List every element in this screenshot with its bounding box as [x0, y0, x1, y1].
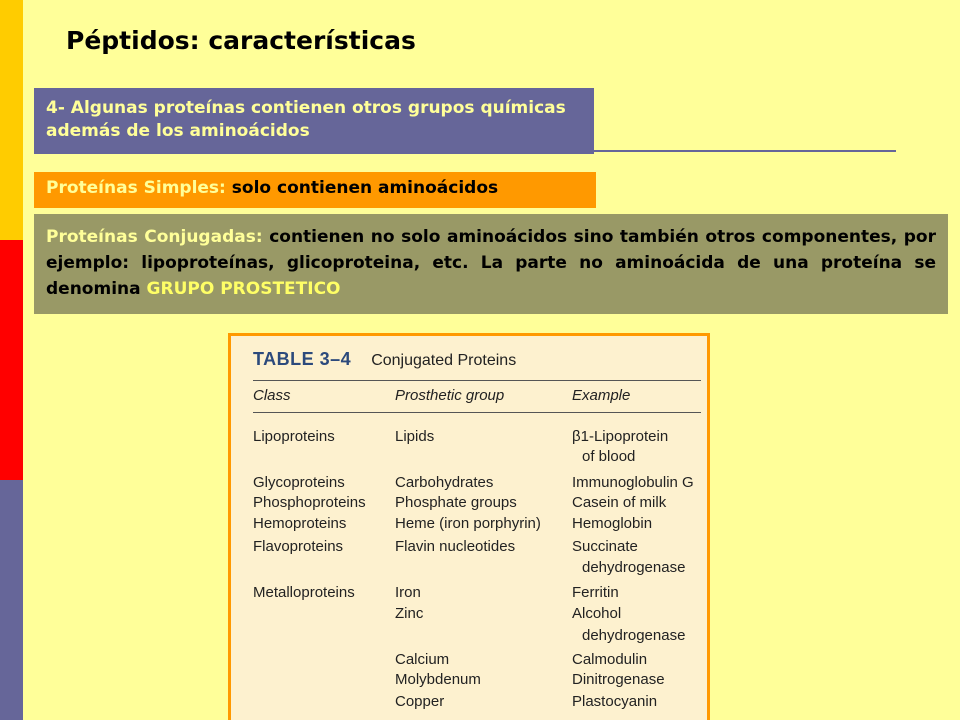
divider-line	[594, 150, 896, 152]
table-cell-example: Hemoglobin	[572, 515, 653, 532]
table-cell-example: Plastocyanin	[572, 693, 658, 710]
table-cell-class: Hemoproteins	[253, 515, 347, 532]
table-cell-prosthetic-group: Flavin nucleotides	[395, 538, 516, 555]
conjugated-proteins-key: Proteínas Conjugadas:	[46, 227, 263, 247]
prosthetic-group-highlight: GRUPO PROSTETICO	[146, 279, 341, 299]
table-header-class: Class	[253, 387, 291, 404]
table-cell-prosthetic-group: Phosphate groups	[395, 494, 517, 511]
table-header-prosthetic-group: Prosthetic group	[395, 387, 505, 404]
table-caption	[253, 349, 516, 370]
table-cell-prosthetic-group: Heme (iron porphyrin)	[395, 515, 541, 532]
table-cell-example: Casein of milk	[572, 494, 667, 511]
table-cell-class: Glycoproteins	[253, 474, 345, 491]
table-number: TABLE 3–4	[253, 349, 352, 369]
simple-proteins-box	[34, 172, 596, 208]
conjugated-proteins-table	[228, 333, 710, 720]
accent-bar-blue	[0, 480, 23, 720]
table-cell-example: Dinitrogenase	[572, 671, 665, 688]
table-name: Conjugated Proteins	[371, 352, 517, 369]
table-cell-example: Alcohol	[572, 605, 622, 622]
table-rule-top	[253, 380, 701, 381]
table-cell-prosthetic-group: Zinc	[395, 605, 424, 622]
table-cell-class: Metalloproteins	[253, 584, 355, 601]
simple-proteins-value: solo contienen aminoácidos	[231, 178, 499, 198]
accent-bar-yellow	[0, 0, 23, 240]
table-cell-example: Succinate	[572, 538, 638, 555]
table-cell-example: Ferritin	[572, 584, 619, 601]
table-rule-header	[253, 412, 701, 413]
point-label-box: 4- Algunas proteínas contienen otros grupos químicas además de los aminoácidos	[34, 88, 594, 154]
table-cell-prosthetic-group: Lipids	[395, 428, 435, 445]
table-cell-example: β1-Lipoprotein	[572, 428, 669, 445]
table-cell-prosthetic-group: Carbohydrates	[395, 474, 494, 491]
table-cell-example: of blood	[582, 448, 636, 465]
table-cell-prosthetic-group: Calcium	[395, 651, 450, 668]
conjugated-proteins-text: contienen no solo aminoácidos sino también otros componentes, por ejemplo: lipoproteínas, glicoproteina, etc. La parte no aminoácida de una proteína se denomina	[46, 227, 936, 299]
table-cell-prosthetic-group: Copper	[395, 693, 445, 710]
table-cell-class: Flavoproteins	[253, 538, 344, 555]
table-cell-prosthetic-group: Iron	[395, 584, 421, 601]
table-cell-example: dehydrogenase	[582, 559, 686, 576]
table-cell-example: Immunoglobulin G	[572, 474, 694, 491]
conjugated-proteins-box	[34, 214, 948, 314]
table-header-example: Example	[572, 387, 631, 404]
table-cell-example: dehydrogenase	[582, 627, 686, 644]
table-cell-prosthetic-group: Molybdenum	[395, 671, 481, 688]
page-title: Péptidos: características	[66, 26, 416, 55]
simple-proteins-key: Proteínas Simples:	[46, 178, 226, 198]
accent-bar-red	[0, 240, 23, 480]
table-cell-class: Phosphoproteins	[253, 494, 366, 511]
table-cell-example: Calmodulin	[572, 651, 648, 668]
table-cell-class: Lipoproteins	[253, 428, 335, 445]
